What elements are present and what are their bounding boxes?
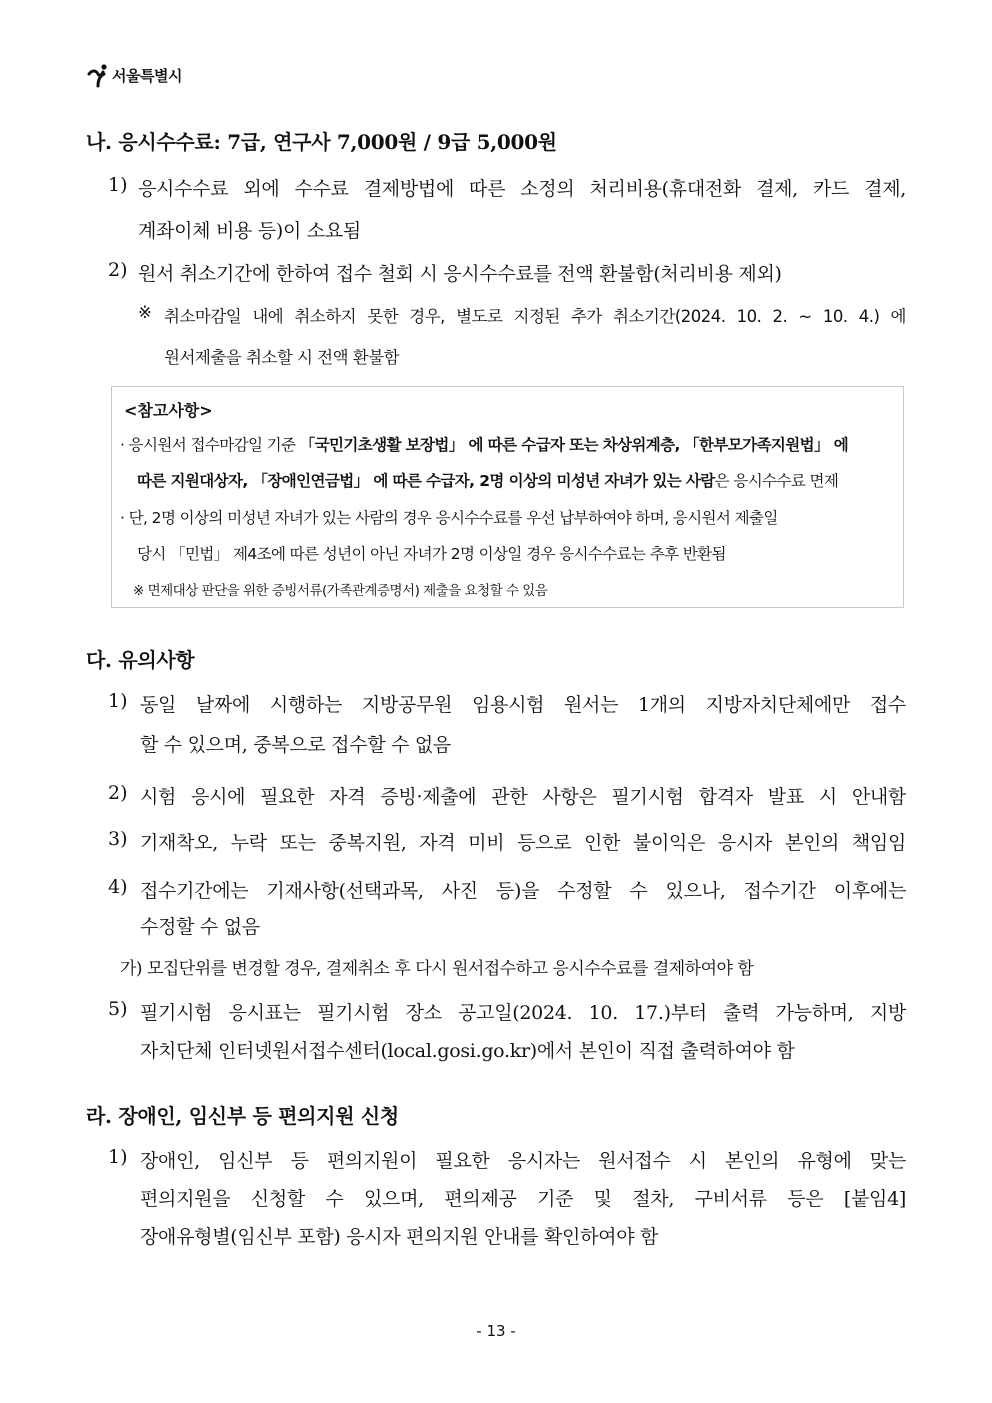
header-logo (86, 62, 182, 88)
support-item-1-line-2: 편의지원을 신청할 수 있으며, 편의제공 기준 및 절차, 구비서류 등은 [붙임4] (140, 1188, 906, 1210)
notice-item-1-number: 1) (108, 690, 128, 712)
fee-note-line-1: 취소마감일 내에 취소하지 못한 경우, 별도로 지정된 추가 취소기간(2024. 10. 2. ~ 10. 4.) 에 (164, 307, 906, 326)
notice-item-2-number: 2) (108, 782, 128, 804)
section-fee-heading: 나. 응시수수료: 7급, 연구사 7,000원 / 9급 5,000원 (86, 130, 557, 154)
notice-item-2-line-1: 시험 응시에 필요한 자격 증빙·제출에 관한 사항은 필기시험 합격자 발표 시 안내함 (140, 786, 906, 808)
support-item-1-line-1: 장애인, 임신부 등 편의지원이 필요한 응시자는 원서접수 시 본인의 유형에 맞는 (140, 1150, 906, 1172)
support-item-1-number: 1) (108, 1146, 128, 1168)
section-notice-heading: 다. 유의사항 (86, 648, 195, 672)
notice-item-5-line-1: 필기시험 응시표는 필기시험 장소 공고일(2024. 10. 17.)부터 출력 가능하며, 지방 (140, 1002, 906, 1024)
notice-item-4-line-2: 수정할 수 없음 (140, 916, 260, 938)
reference-bullet-1-line-1 (120, 433, 848, 455)
fee-item-1-line-2: 계좌이체 비용 등)이 소요됨 (138, 220, 361, 242)
reference-bullet-1-bold-d: 「한부모가족지원법」 에 (684, 436, 849, 454)
notice-item-1-line-2: 할 수 있으며, 중복으로 접수할 수 없음 (140, 734, 451, 756)
reference-bullet-1-line-2 (137, 469, 838, 491)
notice-item-4-number: 4) (108, 876, 128, 898)
seoul-logo-icon (86, 62, 110, 88)
page-number: - 13 - (476, 1322, 516, 1340)
fee-note-line-2: 원서제출을 취소할 시 전액 환불함 (164, 348, 400, 367)
reference-bullet-1-text-line-2: 은 응시수수료 면제 (714, 472, 839, 490)
reference-box (111, 386, 904, 608)
fee-item-2-number: 2) (108, 259, 128, 281)
fee-item-2-line-1: 원서 취소기간에 한하여 접수 철회 시 응시수수료를 전액 환불함(처리비용 제외) (138, 263, 782, 285)
reference-bullet-2-line-2: 당시 「민법」 제4조에 따른 성년이 아닌 자녀가 2명 이상일 경우 응시수수료는 추후 반환됨 (137, 545, 726, 563)
notice-item-5-line-2: 자치단체 인터넷원서접수센터(local.gosi.go.kr)에서 본인이 직접 출력하여야 함 (140, 1040, 795, 1062)
notice-item-4-line-1: 접수기간에는 기재사항(선택과목, 사진 등)을 수정할 수 있으나, 접수기간 이후에는 (140, 880, 906, 902)
reference-bullet-1-bold-b: 「국민기초생활 보장법」 에 따른 수급자 또는 차상위계층, (299, 436, 680, 454)
fee-item-1-line-1: 응시수수료 외에 수수료 결제방법에 따른 소정의 처리비용(휴대전화 결제, 카드 결제, (138, 178, 906, 200)
reference-title: <참고사항> (124, 401, 213, 420)
reference-bullet-1-bold-line-2: 따른 지원대상자, 「장애인연금법」 에 따른 수급자, 2명 이상의 미성년 자녀가 있는 사람 (137, 472, 715, 490)
notice-item-1-line-1: 동일 날짜에 시행하는 지방공무원 임용시험 원서는 1개의 지방자치단체에만 접수 (140, 694, 906, 716)
notice-item-3-number: 3) (108, 828, 128, 850)
support-item-1-line-3: 장애유형별(임신부 포함) 응시자 편의지원 안내를 확인하여야 함 (140, 1226, 659, 1248)
reference-bullet-2-line-1: · 단, 2명 이상의 미성년 자녀가 있는 사람의 경우 응시수수료를 우선 납부하여야 하며, 응시원서 제출일 (120, 509, 778, 527)
notice-sub-item-ga: 가) 모집단위를 변경할 경우, 결제취소 후 다시 원서접수하고 응시수수료를 결제하여야 함 (120, 959, 754, 979)
section-support-heading: 라. 장애인, 임신부 등 편의지원 신청 (86, 1104, 399, 1128)
notice-item-3-line-1: 기재착오, 누락 또는 중복지원, 자격 미비 등으로 인한 불이익은 응시자 본인의 책임임 (140, 832, 906, 854)
notice-item-5-number: 5) (108, 998, 128, 1020)
fee-item-1-number: 1) (108, 174, 128, 196)
logo-text: 서울특별시 (112, 66, 182, 85)
reference-bullet-1-text-a: · 응시원서 접수마감일 기준 (120, 436, 300, 454)
reference-small-note: ※ 면제대상 판단을 위한 증빙서류(가족관계증명서) 제출을 요청할 수 있음 (133, 583, 548, 599)
fee-note-mark: ※ (138, 303, 152, 322)
